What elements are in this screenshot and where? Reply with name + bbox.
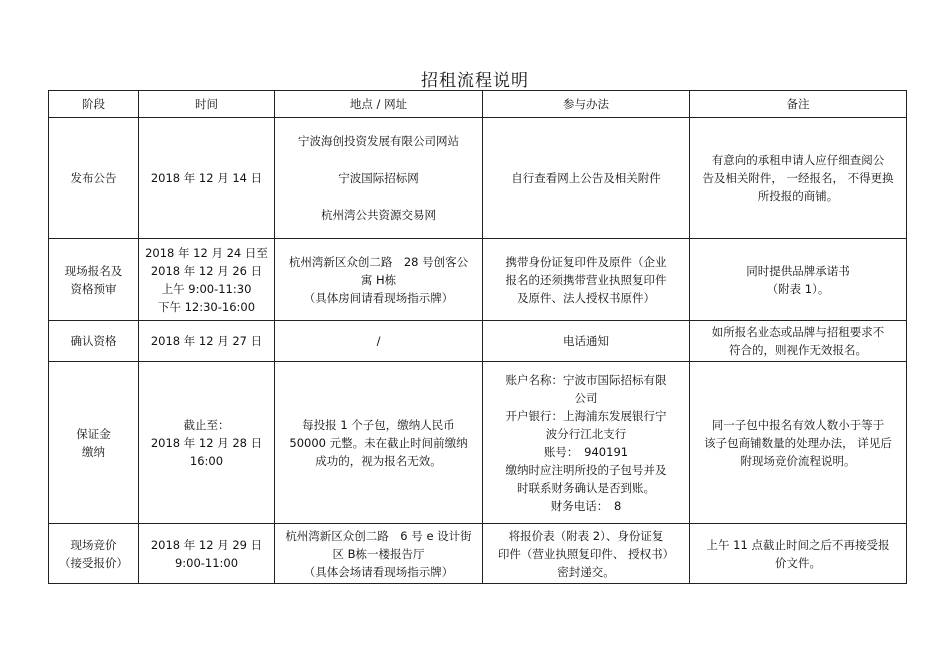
time-text: 2018 年 12 月 27 日 (150, 334, 263, 348)
stage-cell (49, 118, 139, 239)
table-header-row (49, 91, 907, 118)
time-text: 2018 年 12 月 29 日 (150, 537, 263, 552)
note-text: 告及相关附件， 一经报名， 不得更换 (702, 171, 894, 185)
time-cell (139, 118, 275, 239)
table-row (49, 524, 907, 584)
rental-process-table (48, 90, 907, 584)
method-cell (483, 239, 690, 321)
header-place: 地点 / 网址 (275, 91, 483, 118)
place-text: 区 B栋一楼报告厅 (332, 546, 425, 561)
place-text: 杭州湾新区众创二路 28 号创客公 (288, 254, 469, 269)
time-text: 16:00 (189, 453, 224, 468)
method-text: 自行查看网上公告及相关附件 (511, 171, 661, 185)
header-stage: 阶段 (49, 91, 139, 118)
note-text: 价文件。 (775, 555, 821, 570)
stage-cell (49, 362, 139, 524)
method-text: 密封递交。 (557, 564, 615, 579)
note-cell (690, 321, 907, 362)
stage-cell (49, 321, 139, 362)
place-text: 每投报 1 个子包，缴纳人民币 (302, 417, 455, 432)
note-text: 同一子包中报名有效人数小于等于 (711, 417, 885, 432)
stage-text: 现场报名及 (64, 263, 123, 278)
note-text: 所投报的商铺。 (757, 189, 839, 203)
note-text: 上午 11 点截止时间之后不再接受报 (706, 537, 890, 552)
stage-text: （接受报价） (59, 555, 128, 570)
header-time: 时间 (139, 91, 275, 118)
note-text: 同时提供品牌承诺书 (746, 263, 850, 278)
place-text: / (376, 334, 381, 348)
method-text: 财务电话： 8 (550, 498, 622, 513)
time-text: 2018 年 12 月 26 日 (150, 263, 263, 278)
time-cell (139, 524, 275, 584)
time-text: 2018 年 12 月 14 日 (150, 171, 263, 185)
place-text: 50000 元整。未在截止时间前缴纳 (289, 435, 468, 450)
place-text: （具体会场请看现场指示牌） (303, 564, 454, 579)
stage-text: 资格预审 (70, 281, 117, 296)
table-row (49, 321, 907, 362)
header-method: 参与办法 (483, 91, 690, 118)
stage-text: 发布公告 (70, 171, 117, 185)
note-cell (690, 118, 907, 239)
place-cell (275, 118, 483, 239)
method-cell (483, 118, 690, 239)
place-text: 杭州湾公共资源交易网 (321, 208, 436, 222)
place-cell (275, 524, 483, 584)
note-text: 符合的，则视作无效报名。 (729, 343, 867, 357)
time-text: 2018 年 12 月 28 日 (150, 435, 263, 450)
note-text: 附现场竞价流程说明。 (740, 453, 856, 468)
time-cell (139, 239, 275, 321)
place-cell (275, 362, 483, 524)
method-text: 报名的还须携带营业执照复印件 (505, 272, 667, 287)
place-cell (275, 239, 483, 321)
method-text: 缴纳时应注明所投的子包号并及 (505, 462, 667, 477)
stage-cell (49, 239, 139, 321)
note-cell (690, 239, 907, 321)
time-text: 截止至： (183, 417, 230, 432)
method-text: 携带身份证复印件及原件（企业 (505, 254, 667, 269)
place-text: 杭州湾新区众创二路 6 号 e 设计街 (285, 528, 472, 543)
method-text: 开户银行：上海浦东发展银行宁 (505, 408, 667, 423)
table-row (49, 118, 907, 239)
method-cell (483, 524, 690, 584)
time-cell (139, 321, 275, 362)
time-text: 下午 12:30-16:00 (157, 299, 256, 314)
place-text: 宁波国际招标网 (338, 171, 419, 185)
note-cell (690, 362, 907, 524)
method-text: 印件（营业执照复印件、 授权书） (497, 546, 675, 561)
place-text: 宁波海创投资发展有限公司网站 (298, 134, 459, 148)
stage-text: 确认资格 (70, 334, 117, 348)
stage-text: 保证金 (76, 426, 111, 441)
stage-text: 现场竞价 (70, 537, 117, 552)
time-text: 上午 9:00-11:30 (161, 281, 252, 296)
place-text: 寓 H栋 (360, 272, 397, 287)
method-cell (483, 321, 690, 362)
note-text: 有意向的承租申请人应仔细查阅公 (711, 153, 885, 167)
method-text: 账号： 940191 (543, 444, 629, 459)
method-text: 波分行江北支行 (545, 426, 627, 441)
document-title: 招租流程说明 (421, 71, 529, 91)
note-text: （附表 1）。 (766, 281, 830, 296)
stage-text: 缴纳 (82, 444, 105, 459)
time-text: 9:00-11:00 (174, 555, 239, 570)
method-text: 及原件、法人授权书原件） (517, 290, 655, 305)
method-text: 公司 (574, 390, 598, 405)
time-text: 2018 年 12 月 24 日至 (145, 245, 268, 260)
note-cell (690, 524, 907, 584)
header-note: 备注 (690, 91, 907, 118)
time-cell (139, 362, 275, 524)
stage-cell (49, 524, 139, 584)
place-cell (275, 321, 483, 362)
table-row (49, 362, 907, 524)
place-text: 成功的，视为报名无效。 (315, 453, 442, 468)
table-row (49, 239, 907, 321)
place-text: （具体房间请看现场指示牌） (303, 290, 454, 305)
method-cell (483, 362, 690, 524)
method-text: 账户名称：宁波市国际招标有限 (505, 372, 667, 387)
method-text: 将报价表（附表 2）、身份证复 (508, 528, 664, 543)
note-text: 该子包商铺数量的处理办法， 详见后 (704, 435, 892, 450)
note-text: 如所报名业态或品牌与招租要求不 (711, 325, 885, 339)
method-text: 时联系财务确认是否到账。 (517, 480, 655, 495)
method-text: 电话通知 (563, 334, 609, 348)
